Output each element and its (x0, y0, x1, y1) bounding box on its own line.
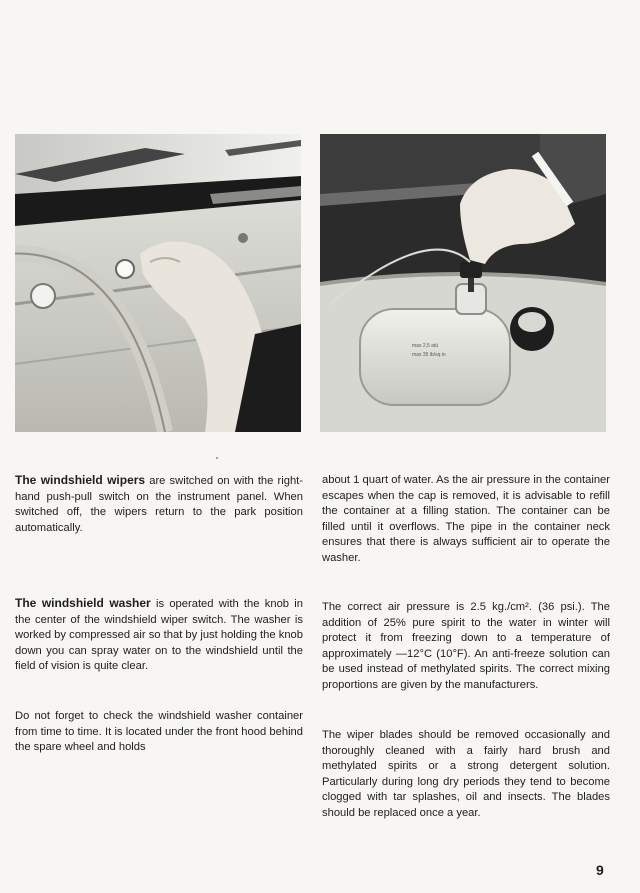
paragraph-wiper-blades (322, 728, 610, 822)
blades-text: The wiper blades should be removed occasionally and thoroughly cleaned with a fairly hard brush and methylated spirits or a strong detergent solution. Particularly during long dry periods they tend to become clogged with tar splashes, oil and insects. The blades should be replaced once a year. (322, 729, 610, 819)
paragraph-air-pressure (322, 600, 610, 694)
paragraph-check-container (15, 709, 303, 756)
page-number: 9 (596, 862, 604, 878)
washer-container-illustration (320, 134, 606, 432)
check-text: Do not forget to check the windshield washer container from time to time. It is located under the front hood behind the spare wheel and holds (15, 710, 303, 754)
washer-heading: The windshield washer (15, 596, 151, 610)
paragraph-washer (15, 596, 303, 675)
wipers-heading: The windshield wipers (15, 473, 146, 487)
container-label-line2: max 35 lb/sq in (412, 352, 446, 358)
wiper-switch-illustration (15, 134, 301, 432)
washer-container-photo (320, 134, 606, 432)
pressure-text: The correct air pressure is 2.5 kg./cm². (36 psi.). The addition of 25% pure spirit to the water in winter will protect it from freezing down to a temperature of approximately —12°C (10°F). An anti-freeze solution can be used instead of methylated spirits. The correct mixing proportions are given by the manufacturers. (322, 601, 610, 691)
continuation-text: about 1 quart of water. As the air pressure in the container escapes when the cap is removed, it is advisable to refill the container at a filling station. The container can be filled until it overflows. The pipe in the container neck ensures that there is always sufficient air to operate the washer. (322, 474, 610, 564)
wiper-switch-photo (15, 134, 301, 432)
stray-mark (216, 457, 218, 459)
paragraph-container-capacity (322, 473, 610, 567)
wipers-text: are switched on with the right-hand push-pull switch on the instrument panel. When switched off, the wipers return to the park position automatically. (15, 475, 303, 534)
container-label-line1: max 2,5 atü (412, 343, 439, 349)
paragraph-wipers (15, 473, 303, 536)
washer-text: is operated with the knob in the center of the windshield wiper switch. The washer is worked by compressed air so that by just holding the knob down you can spray water on to the windshield until the field of vision is quite clear. (15, 598, 303, 673)
